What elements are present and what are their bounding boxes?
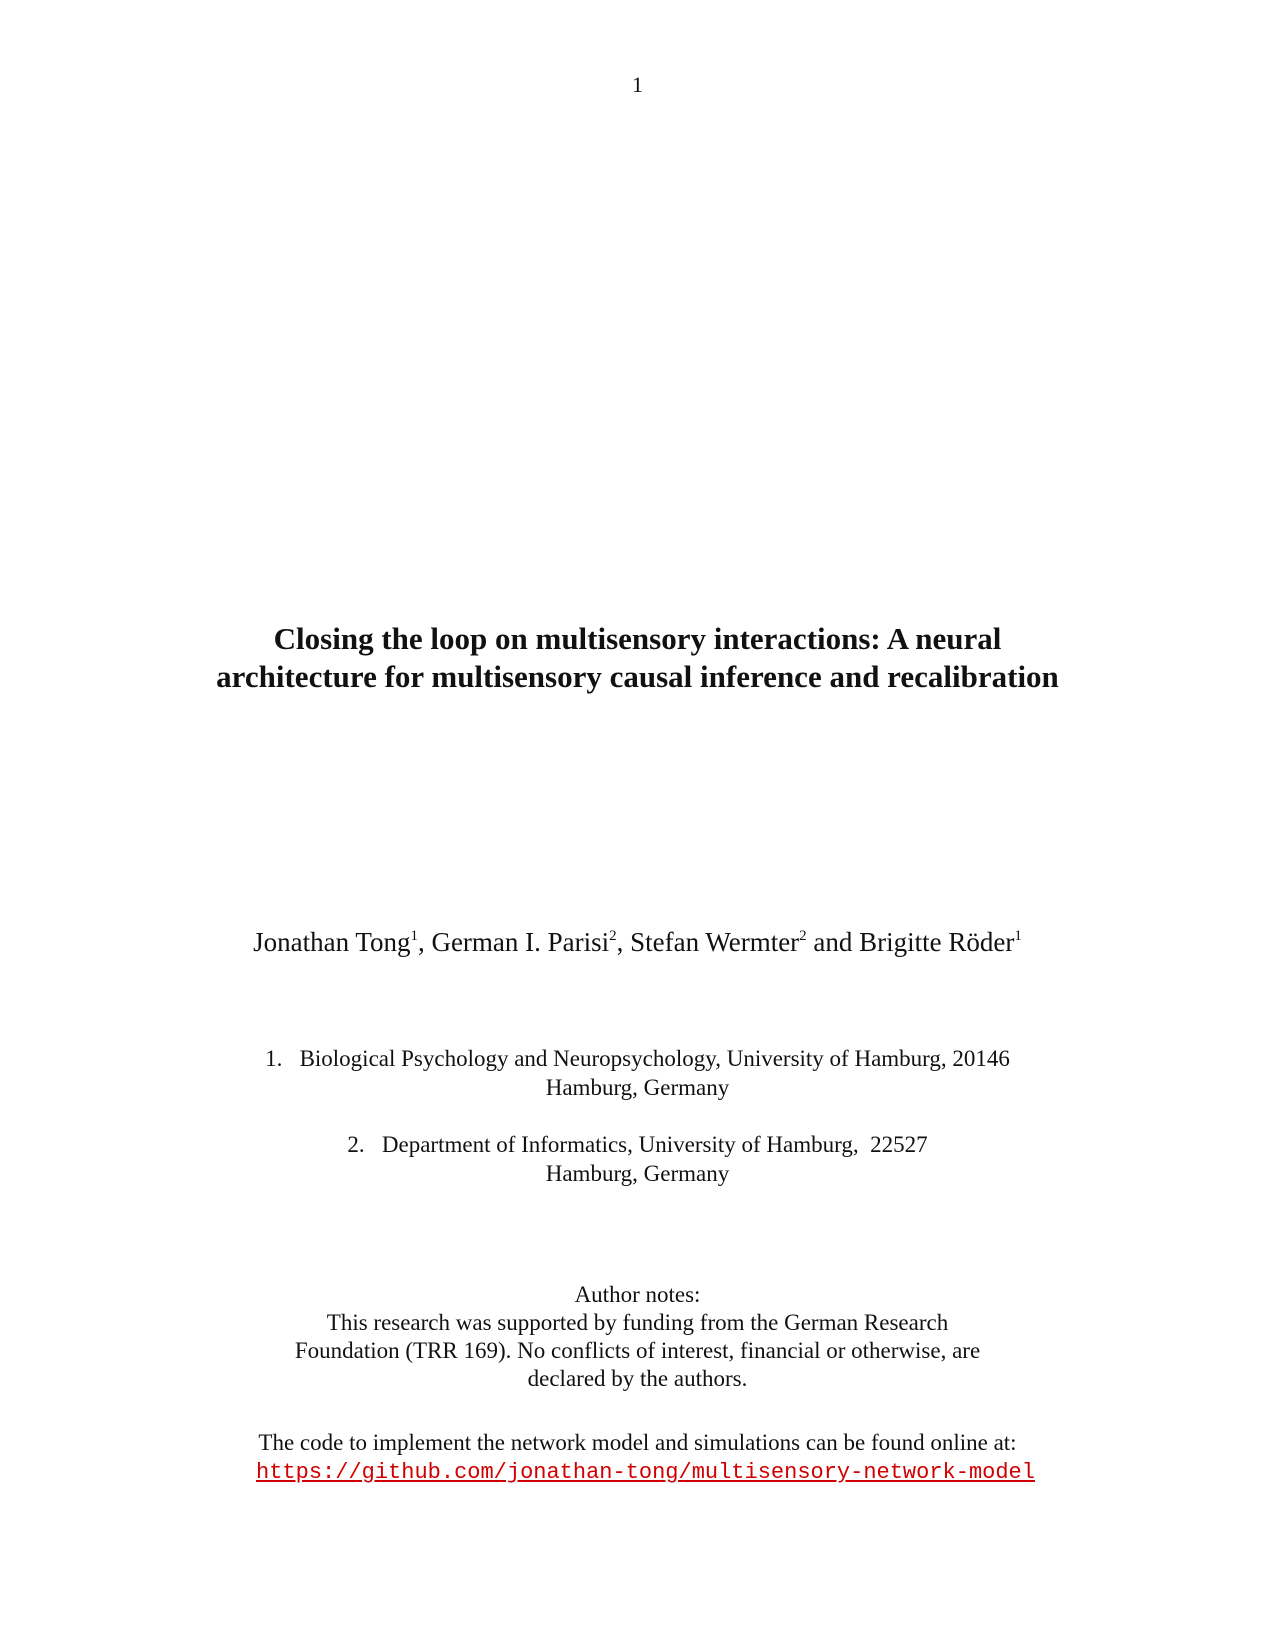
- affiliation-2-line-1: 2. Department of Informatics, University of Hamburg, 22527: [347, 1132, 928, 1157]
- author-affiliation-marker: 1: [410, 928, 418, 944]
- author-separator: and: [806, 927, 860, 957]
- author-notes-heading: Author notes:: [574, 1282, 701, 1307]
- author-name: Brigitte Röder: [859, 927, 1015, 957]
- author-name: German I. Parisi: [431, 927, 610, 957]
- author-notes-line: This research was supported by funding from the German Research: [326, 1310, 949, 1335]
- author-name: Stefan Wermter: [630, 927, 800, 957]
- affiliation-1-line-1: 1. Biological Psychology and Neuropsychology, University of Hamburg, 20146: [265, 1046, 1010, 1071]
- page-number: 1: [632, 72, 643, 97]
- author-separator: ,: [616, 927, 631, 957]
- author-notes-line: Foundation (TRR 169). No conflicts of interest, financial or otherwise, are: [294, 1338, 981, 1363]
- author-notes-line: declared by the authors.: [527, 1366, 748, 1391]
- author-separator: ,: [417, 927, 432, 957]
- affiliation-1-line-2: Hamburg, Germany: [545, 1075, 730, 1100]
- code-availability-text: The code to implement the network model and simulations can be found online at:: [258, 1430, 1017, 1455]
- affiliation-2-line-2: Hamburg, Germany: [545, 1161, 730, 1186]
- affiliation-1: [0, 1044, 1275, 1102]
- code-availability: [0, 1429, 1275, 1487]
- title-line-1: Closing the loop on multisensory interactions: A neural: [273, 621, 1002, 656]
- affiliation-2: [0, 1130, 1275, 1188]
- author-name: Jonathan Tong: [253, 927, 411, 957]
- author-affiliation-marker: 2: [609, 928, 617, 944]
- author-list: [100, 927, 1175, 958]
- title-line-2: architecture for multisensory causal inference and recalibration: [216, 659, 1059, 694]
- author-affiliation-marker: 2: [799, 928, 807, 944]
- paper-title: [120, 620, 1155, 696]
- github-link[interactable]: https://github.com/jonathan-tong/multisensory-network-model: [256, 1460, 1035, 1485]
- author-notes: [0, 1281, 1275, 1393]
- author-affiliation-marker: 1: [1014, 928, 1022, 944]
